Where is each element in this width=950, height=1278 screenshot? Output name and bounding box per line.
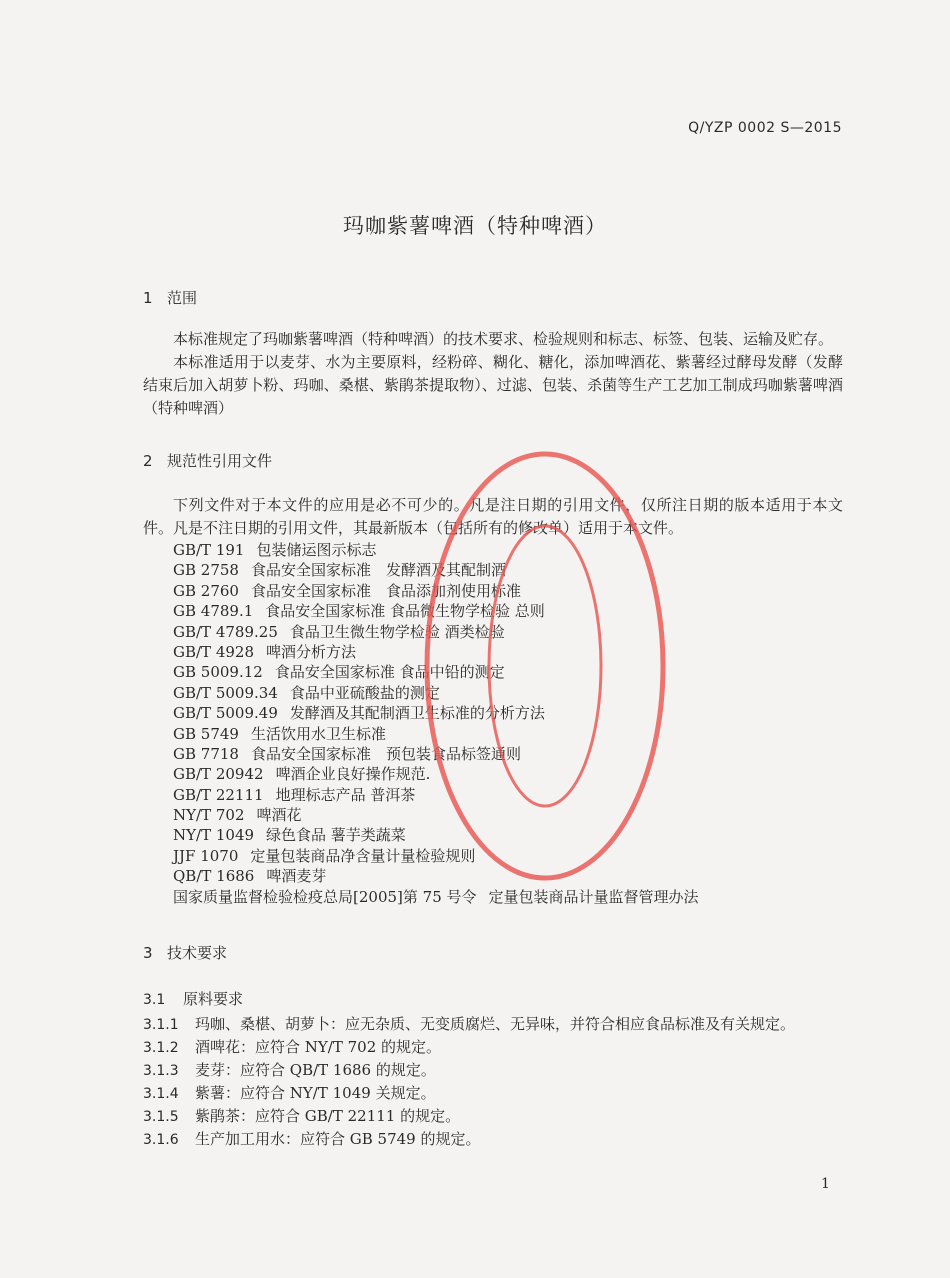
reference-title: 啤酒花 bbox=[256, 806, 302, 825]
reference-code: GB/T 191 bbox=[173, 541, 245, 559]
requirement-item bbox=[143, 1036, 441, 1057]
reference-title: 地理标志产品 普洱茶 bbox=[275, 785, 416, 804]
item-number: 3.1.1 bbox=[143, 1017, 179, 1033]
item-number: 3.1.6 bbox=[143, 1132, 179, 1148]
reference-title: 食品安全国家标准 发酵酒及其配制酒 bbox=[250, 561, 506, 580]
section-title: 规范性引用文件 bbox=[167, 452, 273, 470]
reference-item bbox=[173, 724, 699, 744]
item-text: 紫薯：应符合 NY/T 1049 关规定。 bbox=[195, 1084, 436, 1102]
reference-code: JJF 1070 bbox=[173, 846, 239, 865]
reference-code: GB/T 20942 bbox=[173, 765, 264, 784]
reference-title: 啤酒分析方法 bbox=[266, 642, 357, 661]
reference-code: NY/T 702 bbox=[173, 806, 245, 825]
section-title: 范围 bbox=[167, 289, 198, 307]
reference-title: 食品安全国家标准 食品添加剂使用标准 bbox=[250, 581, 521, 600]
item-number: 3.1.4 bbox=[143, 1086, 179, 1102]
reference-title: 发酵酒及其配制酒卫生标准的分析方法 bbox=[289, 704, 545, 723]
reference-code: GB 4789.1 bbox=[173, 602, 254, 621]
reference-title: 啤酒企业良好操作规范. bbox=[275, 765, 431, 784]
reference-list bbox=[173, 540, 699, 907]
section-3-heading bbox=[143, 942, 227, 963]
section-number: 2 bbox=[143, 452, 153, 470]
reference-item bbox=[173, 601, 699, 621]
reference-code: GB 2760 bbox=[173, 581, 239, 600]
reference-item bbox=[173, 662, 699, 682]
reference-title: 啤酒麦芽 bbox=[266, 867, 327, 886]
reference-title: 定量包装商品计量监督管理办法 bbox=[488, 887, 699, 906]
requirement-item bbox=[143, 1082, 436, 1103]
scope-paragraph-2: 本标准适用于以麦芽、水为主要原料，经粉碎、糊化、糖化，添加啤酒花、紫薯经过酵母发酵（发酵结束后加入胡萝卜粉、玛咖、桑椹、紫鹃茶提取物）、过滤、包装、杀菌等生产工艺加工制成玛咖紫薯啤酒（特种啤酒） bbox=[143, 353, 843, 417]
requirement-item bbox=[143, 1059, 436, 1080]
reference-code: GB/T 5009.34 bbox=[173, 683, 278, 702]
reference-code: GB 7718 bbox=[173, 744, 239, 763]
section-1-heading bbox=[143, 287, 197, 308]
requirement-item bbox=[143, 1013, 795, 1034]
reference-item bbox=[173, 683, 699, 703]
reference-item bbox=[173, 622, 699, 642]
item-text: 生产加工用水：应符合 GB 5749 的规定。 bbox=[195, 1130, 481, 1148]
reference-code: GB 5749 bbox=[173, 724, 239, 743]
requirement-item bbox=[143, 1128, 481, 1149]
requirement-item bbox=[143, 1105, 460, 1126]
reference-item bbox=[173, 805, 699, 825]
reference-title: 食品卫生微生物学检验 酒类检验 bbox=[289, 622, 505, 641]
reference-item bbox=[173, 825, 699, 845]
item-number: 3.1.2 bbox=[143, 1040, 179, 1056]
reference-title: 食品中亚硫酸盐的测定 bbox=[289, 683, 440, 702]
reference-code: NY/T 1049 bbox=[173, 826, 255, 845]
subsection-number: 3.1 bbox=[143, 992, 166, 1008]
reference-item bbox=[173, 560, 699, 580]
reference-code: GB/T 5009.49 bbox=[173, 704, 278, 723]
standard-code: Q/YZP 0002 S—2015 bbox=[688, 120, 842, 136]
reference-title: 食品安全国家标准 食品中铅的测定 bbox=[274, 663, 505, 682]
reference-code: GB/T 4928 bbox=[173, 642, 255, 661]
reference-title: 定量包装商品净含量计量检验规则 bbox=[250, 846, 476, 865]
reference-title: 绿色食品 薯芋类蔬菜 bbox=[266, 826, 406, 845]
scope-paragraph-1: 本标准规定了玛咖紫薯啤酒（特种啤酒）的技术要求、检验规则和标志、标签、包装、运输及贮存。 bbox=[173, 330, 834, 348]
reference-item bbox=[173, 744, 699, 764]
subsection-3-1-heading bbox=[143, 988, 243, 1009]
reference-item bbox=[173, 887, 699, 907]
section-2-heading bbox=[143, 450, 272, 471]
reference-title: 包装储运图示标志 bbox=[256, 541, 377, 559]
references-intro: 下列文件对于本文件的应用是必不可少的。凡是注日期的引用文件，仅所注日期的版本适用于本文件。凡是不注日期的引用文件，其最新版本（包括所有的修改单）适用于本文件。 bbox=[143, 496, 843, 537]
page-number: 1 bbox=[821, 1176, 830, 1192]
reference-code: GB/T 4789.25 bbox=[173, 622, 278, 641]
reference-item bbox=[173, 703, 699, 723]
reference-code: GB 2758 bbox=[173, 561, 239, 580]
reference-title: 生活饮用水卫生标准 bbox=[250, 724, 386, 743]
item-text: 玛咖、桑椹、胡萝卜：应无杂质、无变质腐烂、无异味，并符合相应食品标准及有关规定。 bbox=[195, 1015, 796, 1033]
reference-item bbox=[173, 866, 699, 886]
reference-item bbox=[173, 846, 699, 866]
reference-item bbox=[173, 581, 699, 601]
reference-code: GB/T 22111 bbox=[173, 785, 264, 804]
subsection-title: 原料要求 bbox=[183, 990, 244, 1008]
reference-item bbox=[173, 785, 699, 805]
section-number: 1 bbox=[143, 289, 153, 307]
reference-title: 食品安全国家标准 预包装食品标签通则 bbox=[250, 744, 521, 763]
item-number: 3.1.3 bbox=[143, 1063, 179, 1079]
document-title: 玛咖紫薯啤酒（特种啤酒） bbox=[343, 214, 607, 238]
reference-code: QB/T 1686 bbox=[173, 867, 255, 886]
reference-item bbox=[173, 764, 699, 784]
item-number: 3.1.5 bbox=[143, 1109, 179, 1125]
section-number: 3 bbox=[143, 944, 153, 962]
item-text: 酒啤花：应符合 NY/T 702 的规定。 bbox=[195, 1038, 442, 1056]
item-text: 麦芽：应符合 QB/T 1686 的规定。 bbox=[195, 1061, 436, 1079]
reference-item bbox=[173, 540, 699, 560]
reference-item bbox=[173, 642, 699, 662]
reference-title: 食品安全国家标准 食品微生物学检验 总则 bbox=[265, 602, 545, 621]
reference-code: 国家质量监督检验检疫总局[2005]第 75 号令 bbox=[173, 887, 477, 906]
section-title: 技术要求 bbox=[167, 944, 228, 962]
item-text: 紫鹃茶：应符合 GB/T 22111 的规定。 bbox=[195, 1107, 461, 1125]
reference-code: GB 5009.12 bbox=[173, 663, 263, 682]
